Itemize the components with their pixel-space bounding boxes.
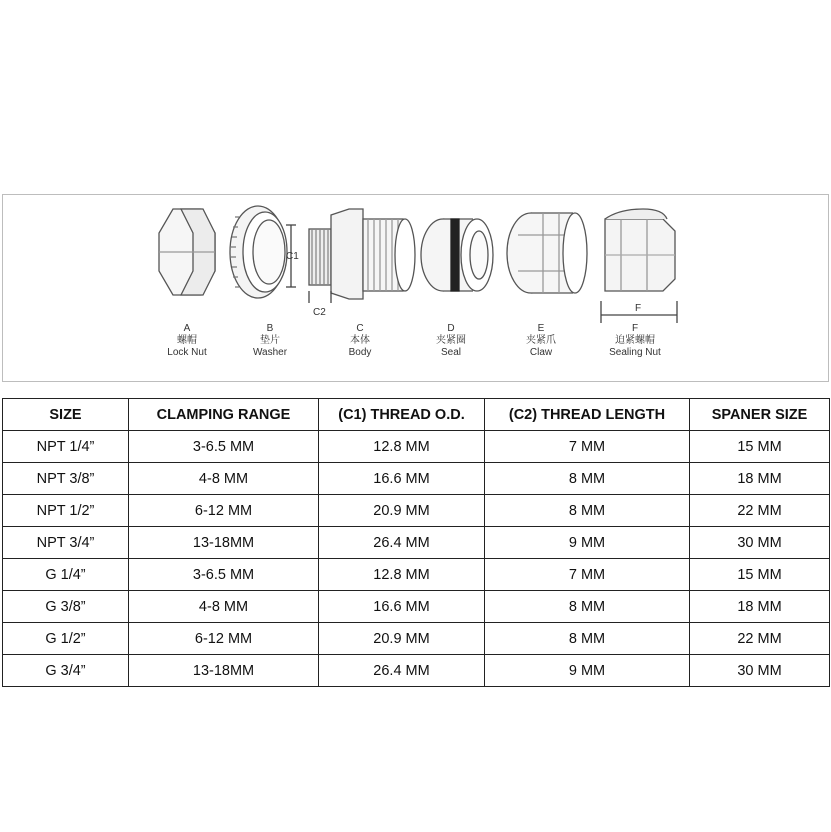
cell-thread-od: 16.6 MM xyxy=(319,463,485,495)
table-row xyxy=(3,655,830,687)
part-name-en: Body xyxy=(348,347,372,358)
part-letter: E xyxy=(537,323,545,334)
cell-thread-od: 12.8 MM xyxy=(319,431,485,463)
cable-gland-exploded-diagram xyxy=(2,194,829,382)
cell-thread-length: 8 MM xyxy=(485,495,690,527)
header-size: SIZE xyxy=(3,399,129,431)
table-header-row xyxy=(3,399,830,431)
claw-drawing xyxy=(507,213,587,293)
cell-size: G 1/4” xyxy=(3,559,129,591)
cell-clamping-range: 13-18MM xyxy=(129,655,319,687)
cell-spanner-size: 22 MM xyxy=(690,623,830,655)
cell-thread-length: 7 MM xyxy=(485,431,690,463)
cell-spanner-size: 18 MM xyxy=(690,463,830,495)
part-name-zh: 本体 xyxy=(350,335,370,346)
f-dimension-label: F xyxy=(635,303,642,314)
cell-clamping-range: 3-6.5 MM xyxy=(129,431,319,463)
cell-spanner-size: 30 MM xyxy=(690,655,830,687)
cell-thread-length: 9 MM xyxy=(485,655,690,687)
part-name-zh: 夹紧圈 xyxy=(436,335,466,346)
part-name-zh: 螺帽 xyxy=(177,335,197,346)
cell-thread-length: 7 MM xyxy=(485,559,690,591)
cell-spanner-size: 22 MM xyxy=(690,495,830,527)
cell-thread-od: 26.4 MM xyxy=(319,527,485,559)
cell-clamping-range: 4-8 MM xyxy=(129,463,319,495)
part-letter: F xyxy=(631,323,639,334)
body-drawing xyxy=(286,209,415,303)
cell-size: NPT 1/4” xyxy=(3,431,129,463)
cell-thread-length: 8 MM xyxy=(485,623,690,655)
c2-dimension-label: C2 xyxy=(313,307,326,318)
cell-thread-length: 9 MM xyxy=(485,527,690,559)
cell-size: G 1/2” xyxy=(3,623,129,655)
cell-thread-od: 26.4 MM xyxy=(319,655,485,687)
part-letter: B xyxy=(266,323,274,334)
cell-clamping-range: 4-8 MM xyxy=(129,591,319,623)
cell-size: G 3/8” xyxy=(3,591,129,623)
cell-thread-od: 16.6 MM xyxy=(319,591,485,623)
table-row xyxy=(3,431,830,463)
part-name-zh: 夹紧爪 xyxy=(526,335,556,346)
cell-thread-od: 20.9 MM xyxy=(319,623,485,655)
table-row xyxy=(3,591,830,623)
part-label-claw xyxy=(501,323,581,359)
table-row xyxy=(3,527,830,559)
table-row xyxy=(3,463,830,495)
cell-thread-od: 20.9 MM xyxy=(319,495,485,527)
part-letter: D xyxy=(447,323,455,334)
part-label-lock-nut xyxy=(147,323,227,359)
cell-spanner-size: 18 MM xyxy=(690,591,830,623)
cell-size: NPT 3/4” xyxy=(3,527,129,559)
specification-table xyxy=(2,398,830,687)
lock-nut-drawing xyxy=(159,209,215,295)
cell-clamping-range: 13-18MM xyxy=(129,527,319,559)
cell-size: NPT 1/2” xyxy=(3,495,129,527)
cell-size: G 3/4” xyxy=(3,655,129,687)
header-clamping-range: CLAMPING RANGE xyxy=(129,399,319,431)
cell-clamping-range: 6-12 MM xyxy=(129,495,319,527)
part-label-sealing-nut xyxy=(595,323,675,359)
cell-thread-od: 12.8 MM xyxy=(319,559,485,591)
table-row xyxy=(3,495,830,527)
cell-thread-length: 8 MM xyxy=(485,591,690,623)
cell-clamping-range: 3-6.5 MM xyxy=(129,559,319,591)
part-name-zh: 迫紧螺帽 xyxy=(615,335,655,346)
seal-drawing xyxy=(421,219,493,291)
cell-size: NPT 3/8” xyxy=(3,463,129,495)
cell-thread-length: 8 MM xyxy=(485,463,690,495)
cell-spanner-size: 30 MM xyxy=(690,527,830,559)
part-label-body xyxy=(320,323,400,359)
table-row xyxy=(3,559,830,591)
header-spanner-size: SPANER SIZE xyxy=(690,399,830,431)
cell-spanner-size: 15 MM xyxy=(690,559,830,591)
part-letter: A xyxy=(183,323,191,334)
part-name-en: Sealing Nut xyxy=(609,347,661,358)
part-name-en: Seal xyxy=(440,347,461,358)
washer-drawing xyxy=(230,206,287,298)
cell-clamping-range: 6-12 MM xyxy=(129,623,319,655)
cell-spanner-size: 15 MM xyxy=(690,431,830,463)
part-name-en: Claw xyxy=(529,347,553,358)
part-name-en: Washer xyxy=(252,347,288,358)
header-thread-od: (C1) THREAD O.D. xyxy=(319,399,485,431)
table-row xyxy=(3,623,830,655)
part-name-zh: 垫片 xyxy=(260,335,280,346)
c1-dimension-label: C1 xyxy=(286,251,299,262)
part-letter: C xyxy=(356,323,364,334)
part-name-en: Lock Nut xyxy=(167,347,207,358)
part-label-seal xyxy=(411,323,491,359)
header-thread-length: (C2) THREAD LENGTH xyxy=(485,399,690,431)
part-label-washer xyxy=(230,323,310,359)
